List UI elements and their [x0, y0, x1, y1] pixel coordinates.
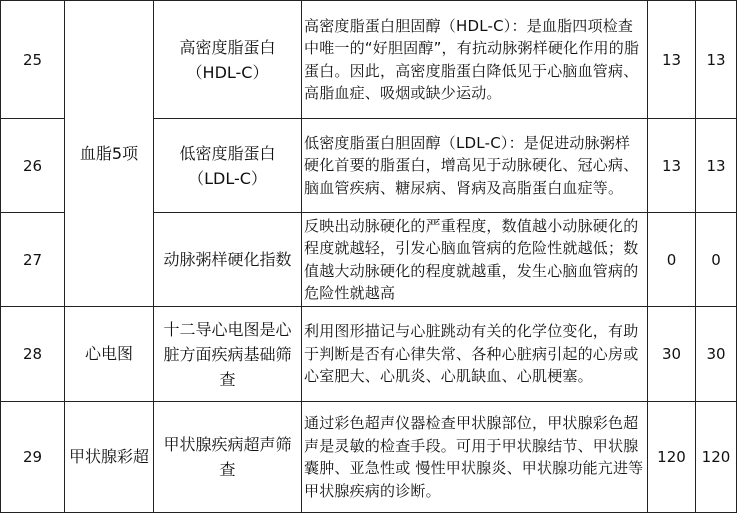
- item-name-cell: [154, 1, 302, 119]
- row-number: 25: [1, 1, 65, 119]
- item-name-cell: 动脉粥样硬化指数: [154, 213, 302, 307]
- table-row: [1, 1, 737, 119]
- description-text: 反映出动脉硬化的严重程度，数值越小动脉硬化的程度就越轻，引发心脑血管病的危险性就越低；数值越大动脉硬化的程度就越重，发生心脑血管病的危险性就越高: [304, 216, 639, 302]
- description-cell: [302, 307, 648, 402]
- price-cell: 0: [696, 213, 737, 307]
- description-cell: [302, 1, 648, 119]
- category-cell: 心电图: [65, 307, 154, 402]
- description-text: 高密度脂蛋白胆固醇（HDL-C）：是血脂四项检查中唯一的“好胆固醇”，有抗动脉粥样硬化作用的脂蛋白。因此，高密度脂蛋白降低见于心脑血管病、高脂血症、吸烟或缺少运动。: [304, 16, 640, 102]
- price-cell: 120: [648, 402, 696, 513]
- item-name-line: （HDL-C）: [186, 62, 269, 82]
- description-cell: [302, 402, 648, 513]
- row-number: 27: [1, 213, 65, 307]
- item-name-cell: 甲状腺疾病超声筛查: [154, 402, 302, 513]
- table-row: [1, 402, 737, 513]
- item-name-line: 低密度脂蛋白: [179, 143, 276, 163]
- row-number: 29: [1, 402, 65, 513]
- description-cell: [302, 213, 648, 307]
- description-text: 通过彩色超声仪器检查甲状腺部位，甲状腺彩色超声是灵敏的检查手段。可用于甲状腺结节、甲状腺囊肿、亚急性或 慢性甲状腺炎、甲状腺功能亢进等甲状腺疾病的诊断。: [304, 414, 644, 500]
- description-cell: [302, 119, 648, 213]
- price-cell: 13: [696, 1, 737, 119]
- item-name-line: （LDL-C）: [188, 168, 267, 188]
- price-cell: 13: [696, 119, 737, 213]
- category-cell: 甲状腺彩超: [65, 402, 154, 513]
- row-number: 26: [1, 119, 65, 213]
- category-cell: 血脂5项: [65, 1, 154, 307]
- item-name-cell: [154, 119, 302, 213]
- price-cell: 30: [648, 307, 696, 402]
- description-text: 低密度脂蛋白胆固醇（LDL-C）：是促进动脉粥样硬化首要的脂蛋白，增高见于动脉硬化、冠心病、脑血管疾病、糖尿病、肾病及高脂蛋白血症等。: [304, 133, 639, 197]
- description-text: 利用图形描记与心脏跳动有关的化学位变化，有助于判断是否有心律失常、各种心脏病引起的心房或心室肥大、心肌炎、心肌缺血、心肌梗塞。: [304, 322, 639, 386]
- price-cell: 30: [696, 307, 737, 402]
- item-name-line: 高密度脂蛋白: [179, 37, 276, 57]
- price-cell: 120: [696, 402, 737, 513]
- price-cell: 0: [648, 213, 696, 307]
- row-number: 28: [1, 307, 65, 402]
- price-cell: 13: [648, 1, 696, 119]
- item-name-cell: 十二导心电图是心脏方面疾病基础筛查: [154, 307, 302, 402]
- table-row: [1, 307, 737, 402]
- price-cell: 13: [648, 119, 696, 213]
